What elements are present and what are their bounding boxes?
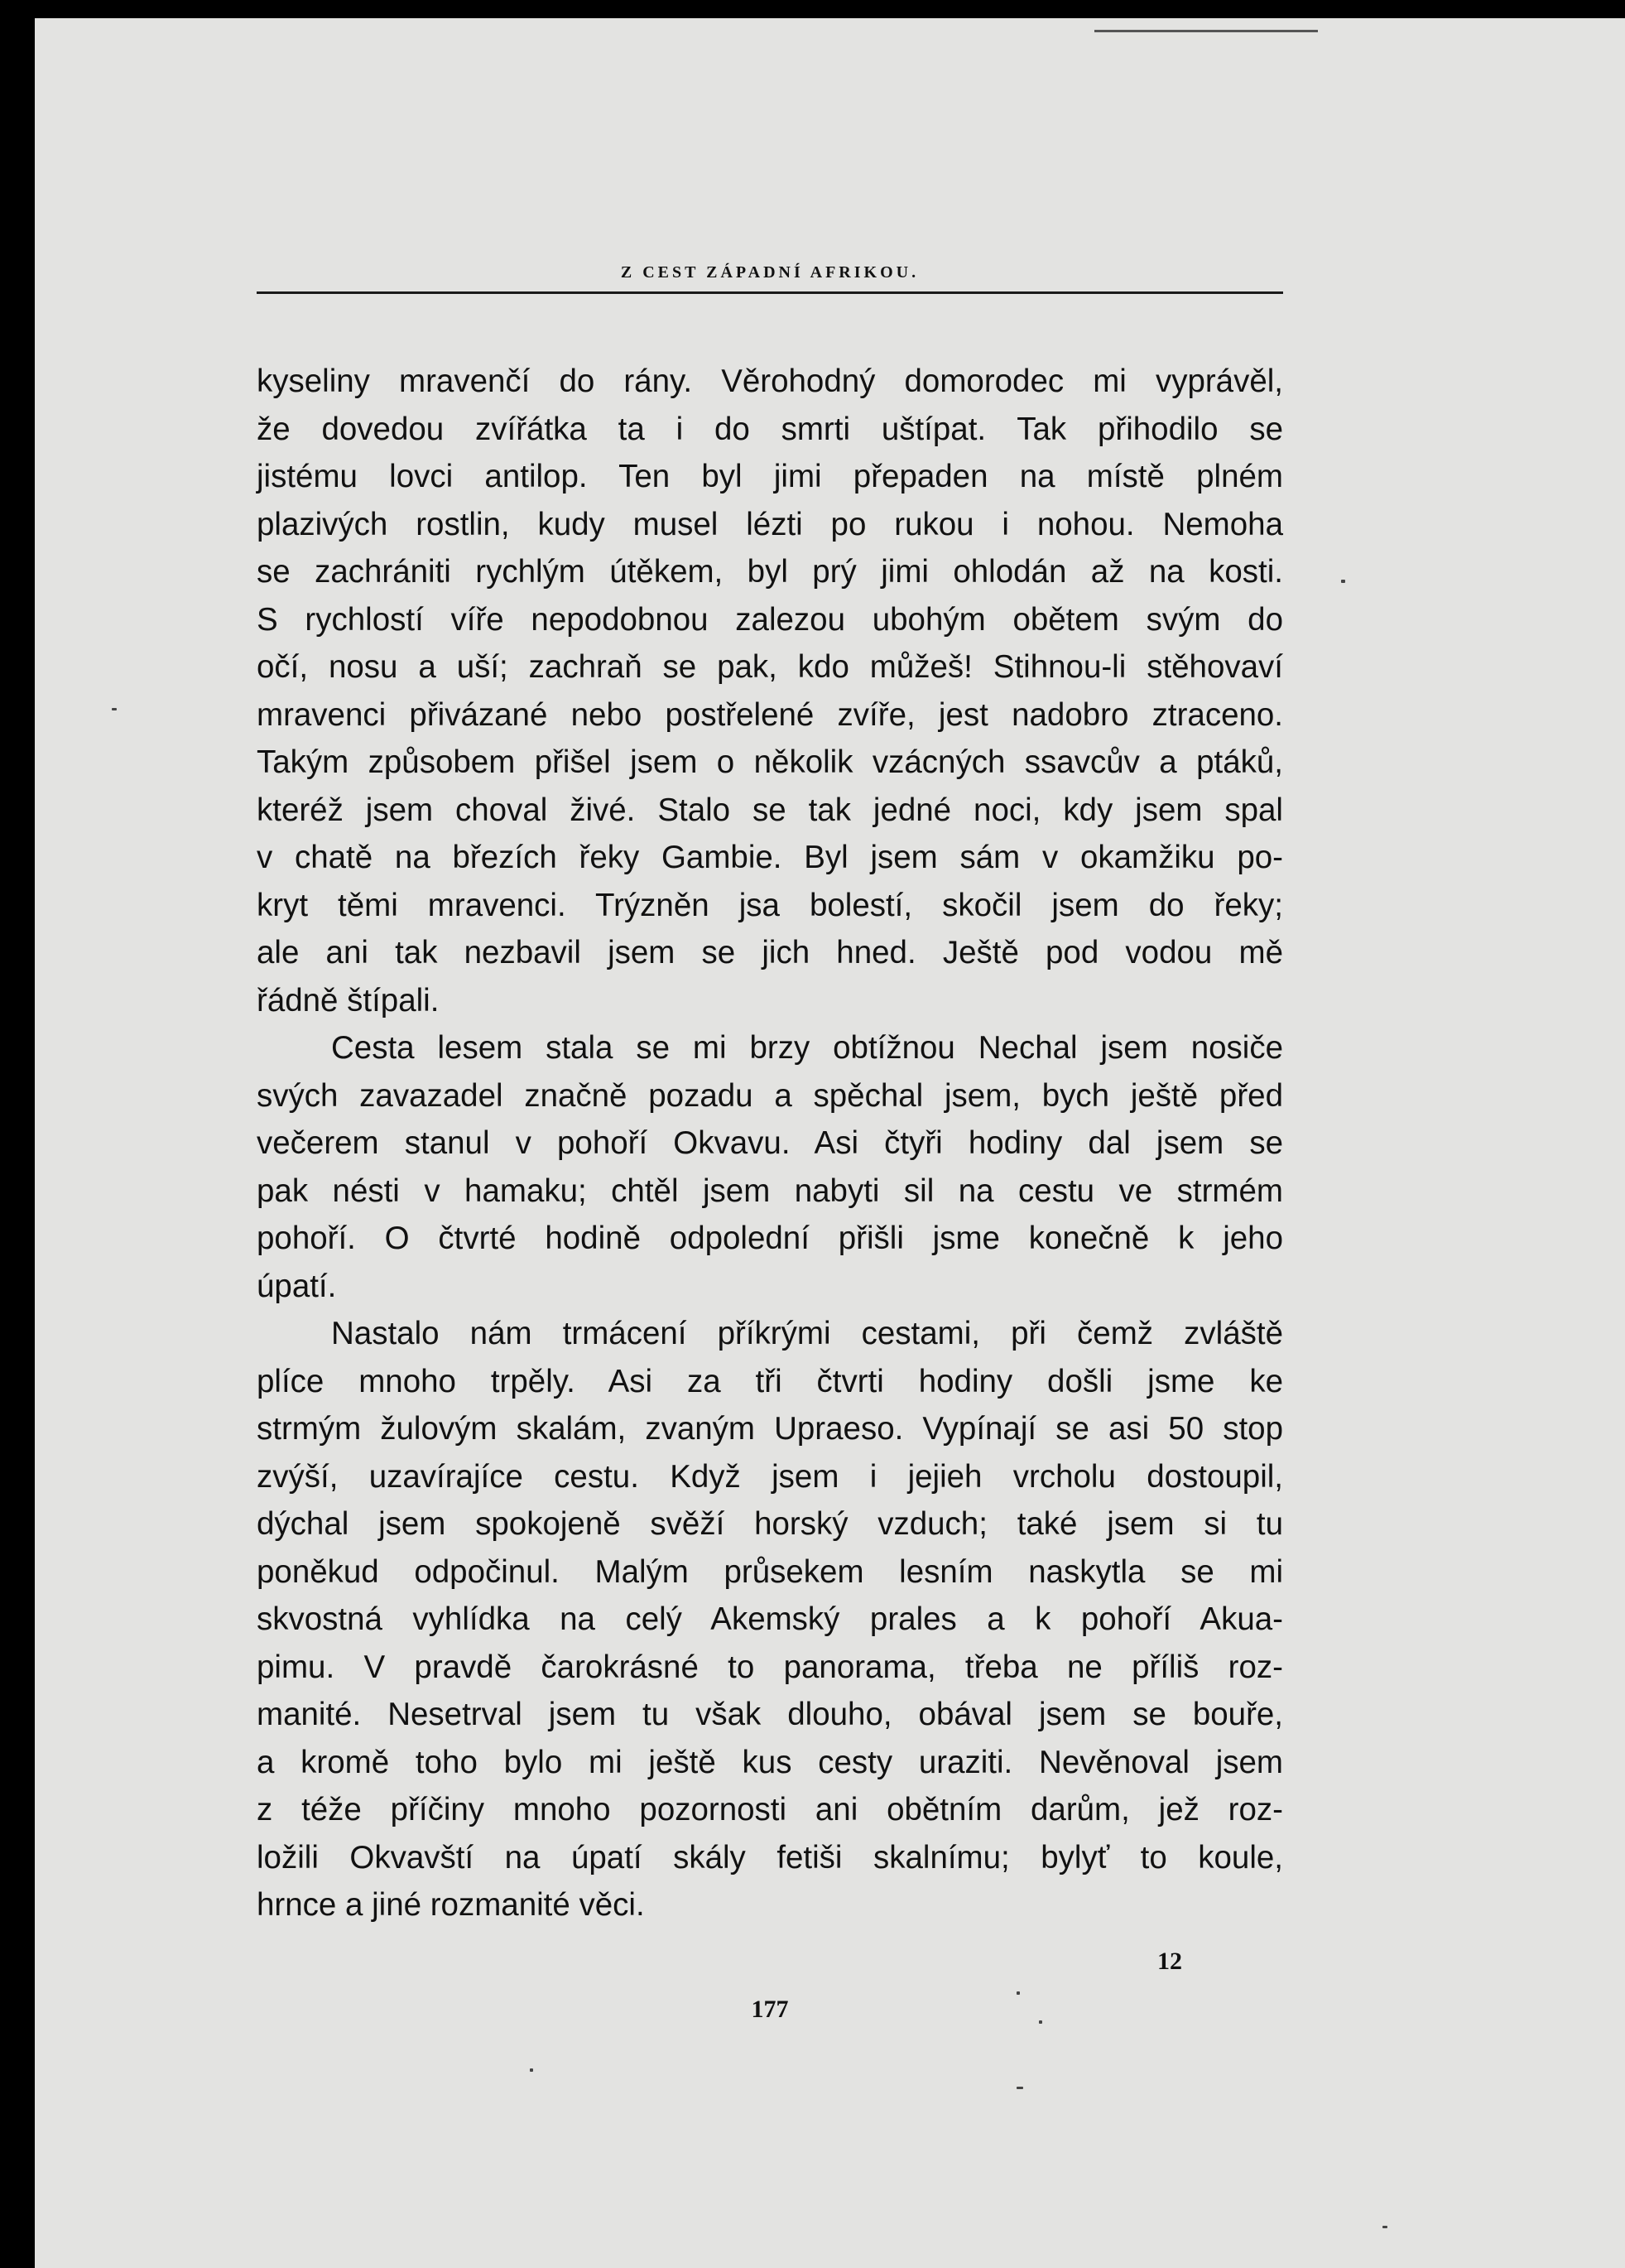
text-line: v chatě na březích řeky Gambie. Byl jsem sám v okamžiku po- xyxy=(257,840,1283,875)
text-line: jistému lovci antilop. Ten byl jimi přepaden na místě plném xyxy=(257,459,1283,494)
scan-speck xyxy=(112,708,117,710)
text-line: hrnce a jiné rozmanité věci. xyxy=(257,1887,645,1923)
text-line: plazivých rostlin, kudy musel lézti po rukou i nohou. Nemoha xyxy=(257,506,1283,542)
text-line: kyseliny mravenčí do rány. Věrohodný domorodec mi vyprávěl, xyxy=(257,364,1283,399)
text-line: dýchal jsem spokojeně svěží horský vzduch; také jsem si tu xyxy=(257,1506,1283,1542)
text-line: se zachrániti rychlým útěkem, byl prý jimi ohlodán až na kosti. xyxy=(257,554,1283,590)
text-line: ložili Okvavští na úpatí skály fetiši skalnímu; bylyť to koule, xyxy=(257,1839,1283,1876)
text-line: že dovedou zvířátka ta i do smrti uštípat. Tak přihodilo se xyxy=(257,411,1283,447)
text-line: a kromě toho bylo mi ještě kus cesty uraziti. Nevěnoval jsem xyxy=(257,1744,1283,1780)
text-line: strmým žulovým skalám, zvaným Upraeso. Vypínají se asi 50 stop xyxy=(257,1411,1283,1447)
scan-speck xyxy=(530,2068,533,2072)
text-line: Takým způsobem přišel jsem o několik vzácných ssavcův a ptáků, xyxy=(257,744,1283,780)
text-line: z téže příčiny mnoho pozornosti ani obětním darům, jež roz- xyxy=(257,1792,1283,1827)
text-line: Cesta lesem stala se mi brzy obtížnou Nechal jsem nosiče xyxy=(331,1030,1283,1066)
top-edge-mark xyxy=(1094,30,1318,32)
header-rule xyxy=(257,291,1283,294)
text-line: kryt těmi mravenci. Trýzněn jsa bolestí, skočil jsem do řeky; xyxy=(257,887,1283,923)
text-line: S rychlostí víře nepodobnou zalezou ubohým obětem svým do xyxy=(257,601,1283,638)
scan-speck xyxy=(1341,580,1345,583)
text-line: poněkud odpočinul. Malým průsekem lesním naskytla se mi xyxy=(257,1553,1283,1590)
text-line: řádně štípali. xyxy=(257,982,440,1018)
paragraph-2 xyxy=(257,1024,1283,1310)
text-line: večerem stanul v pohoří Okvavu. Asi čtyři hodiny dal jsem se xyxy=(257,1125,1283,1161)
signature-mark: 12 xyxy=(1157,1948,1182,1975)
scan-speck xyxy=(1017,2087,1023,2089)
text-line: Nastalo nám trmácení příkrými cestami, při čemž zvláště xyxy=(331,1316,1283,1351)
text-line: očí, nosu a uší; zachraň se pak, kdo můžeš! Stihnou-li stěhovaví xyxy=(257,649,1283,685)
text-line: manité. Nesetrval jsem tu však dlouho, obával jsem se bouře, xyxy=(257,1697,1283,1732)
text-line: mravenci přivázané nebo postřelené zvíře, jest nadobro ztraceno. xyxy=(257,696,1283,733)
text-line: úpatí. xyxy=(257,1268,337,1304)
text-line: pohoří. O čtvrté hodině odpolední přišli jsme konečně k jeho xyxy=(257,1221,1283,1256)
body-text xyxy=(257,358,1283,1929)
text-line: kteréž jsem choval živé. Stalo se tak jedné noci, kdy jsem spal xyxy=(257,792,1283,828)
text-line: pak nésti v hamaku; chtěl jsem nabyti sil na cestu ve strmém xyxy=(257,1173,1283,1209)
text-line: svých zavazadel značně pozadu a spěchal jsem, bych ještě před xyxy=(257,1077,1283,1114)
text-line: skvostná vyhlídka na celý Akemský prales a k pohoří Akua- xyxy=(257,1601,1283,1637)
text-line: pimu. V pravdě čarokrásné to panorama, třeba ne příliš roz- xyxy=(257,1649,1283,1685)
scan-speck xyxy=(1039,2020,1042,2024)
text-line: ale ani tak nezbavil jsem se jich hned. Ještě pod vodou mě xyxy=(257,935,1283,970)
running-title: Z CEST ZÁPADNÍ AFRIKOU. xyxy=(620,263,920,282)
scan-speck xyxy=(1382,2226,1387,2228)
paragraph-3 xyxy=(257,1310,1283,1929)
text-line: plíce mnoho trpěly. Asi za tři čtvrti hodiny došli jsme ke xyxy=(257,1363,1283,1399)
page-number: 177 xyxy=(751,1996,789,2023)
text-line: zvýší, uzavírajíce cestu. Když jsem i jejieh vrcholu dostoupil, xyxy=(257,1458,1283,1495)
scan-speck xyxy=(1017,1991,1020,1995)
paragraph-1 xyxy=(257,358,1283,1024)
